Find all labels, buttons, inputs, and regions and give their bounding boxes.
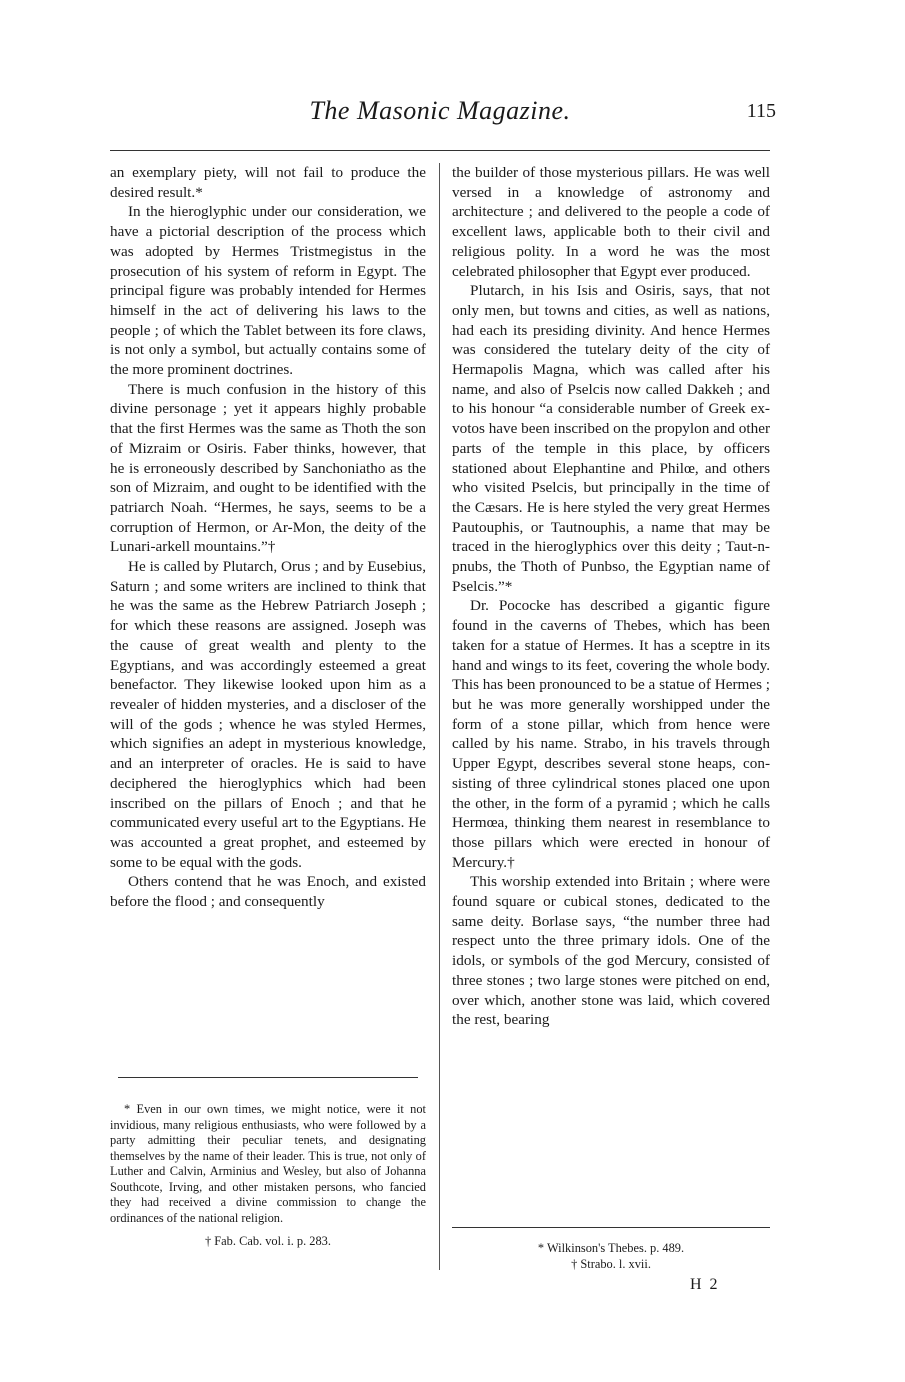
footnote: * Even in our own times, we might notice, were it not invidious, many religious enthusiasts, who were followed by a party admitting their peculiar tenets, and designating themselves by the name of their leader. This is true, not only of Luther and Calvin, Arminius and Wesley, but also of Johanna Southcote, Irving, and other mistaken persons, who fancied they had received a divine commission to change the ordinances of the national religion. [110,1102,426,1225]
paragraph: the builder of those mysterious pillars. He was well versed in a knowledge of astronomy and architecture ; and delivered to the people a code of excellent laws, applicable both to their civil and religious polity. In a word he was the most celebrated philosopher that Egypt ever produced. [452,164,770,280]
footnote-rule-left [118,1077,418,1078]
signature-mark: H 2 [690,1276,720,1293]
paragraph: In the hieroglyphic under our consideration, we have a pictorial description of the process which was adopted by Hermes Tristmegistus in the prosecution of his system of reform in Egypt. The principal figure was probably intended for Hermes himself in the act of delivering his laws to the people ; of which the Tablet between its fore claws, is not only a symbol, but actually contains some of the more prominent doctrines. [110,203,426,379]
footnotes-right [452,1241,770,1272]
right-column [452,163,770,1030]
column-divider [439,163,440,1270]
footnote-rule-right [452,1227,770,1228]
left-column [110,163,426,912]
paragraph: Others contend that he was Enoch, and existed before the flood ; and consequently [110,873,426,911]
page-header [110,96,776,128]
paragraph: There is much confusion in the history of this divine personage ; yet it appears highly probable that the first Hermes was the same as Thoth the son of Mizraim or Osiris. Faber thinks, however, that he is erroneously described by Sanchoniatho as the son of Mizraim, and ought to be identified with the patriarch Noah. “Hermes, he says, seems to be a corruption of Hermon, or Ar-Mon, the deity of the Lunari-arkell mountains.”† [110,380,426,556]
footnotes-left [110,1102,426,1250]
page-title: The Masonic Magazine. [309,96,571,125]
footnote: † Strabo. l. xvii. [571,1256,651,1271]
paragraph: He is called by Plutarch, Orus ; and by Eusebius, Saturn ; and some writers are inclined to think that he was the same as the Hebrew Patriarch Joseph ; for which these reasons are assigned. Joseph was the cause of great wealth and plenty to the Egyptians, and was accordingly esteemed a great benefactor. They likewise looked upon him as a revealer of hidden mysteries, and a discloser of the will of the gods ; whence he was styled Hermes, which signifies an adept in mysterious knowledge, and an interpreter of oracles. He is said to have deciphered the hieroglyphics which had been inscribed on the pillars of Enoch ; and that he communicated every useful art to the Egyptians. He was accounted a great prophet, and esteemed by some to be equal with the gods. [110,558,426,871]
paragraph: an exemplary piety, will not fail to produce the desired result.* [110,164,426,201]
paragraph: This worship extended into Britain ; where were found square or cubical stones, dedicated to the same deity. Borlase says, “the number three had respect unto the three primary idols. One of the idols, or symbols of the god Mercury, consisted of three stones ; two large stones were pitched on end, over which, another stone was laid, which covered the rest, bearing [452,873,770,1029]
header-rule [110,150,770,151]
paragraph: Plutarch, in his Isis and Osiris, says, that not only men, but towns and cities, as well as nations, had each its presiding divinity. And hence Hermes was considered the tutelary deity of the city of Hermapolis Magna, which was called after his name, and also of Pselcis now called Dakkeh ; and to his honour “a considerable number of Greek ex-votos have been inscribed on the propylon and other parts of the temple in this place, by officers stationed about Elephantine and Philœ, and others who visited Pselcis, but principally in the time of the Cæsars. He is here styled the very great Hermes Pautouphis, or Tautnouphis, a name that may be traced in the hieroglyphics over this deity ; Taut-n-pnubs, the Thoth of Punbso, the Egyptian name of Pselcis.”* [452,282,771,595]
footnote: * Wilkinson's Thebes. p. 489. [537,1241,685,1255]
page-number: 115 [746,100,776,122]
footnote: † Fab. Cab. vol. i. p. 283. [205,1234,331,1248]
paragraph: Dr. Pococke has described a gigantic figure found in the caverns of Thebes, which has been taken for a statue of Hermes. It has a sceptre in its hand and wings to its feet, covering the whole body. This has been pronounced to be a statue of Hermes ; but he was more generally worshipped under the form of a stone pillar, which from hence were called by his name. Strabo, in his travels through Upper Egypt, describes several stone heaps, consisting of three cylindrical stones placed one upon the other, in the form of a pyramid ; which he calls Hermœa, thinking them nearest in resemblance to those pillars which were erected in honour of Mercury.† [452,597,770,871]
